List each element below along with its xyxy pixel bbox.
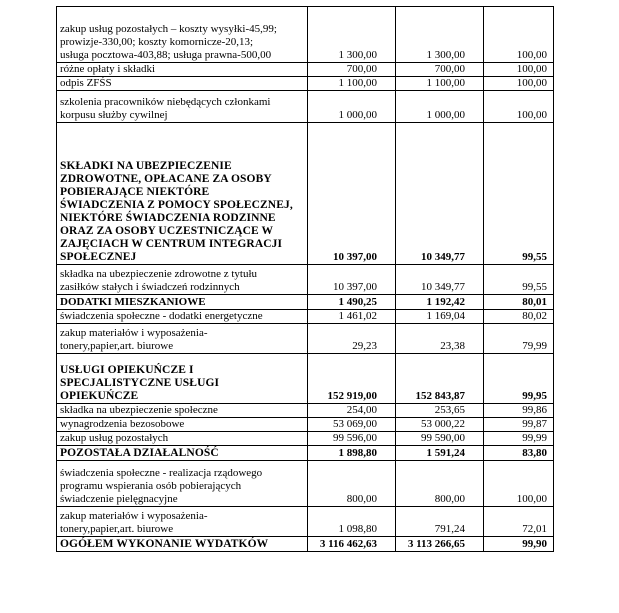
- row-label: odpis ZFŚS: [57, 77, 308, 91]
- row-label: wynagrodzenia bezosobowe: [57, 418, 308, 432]
- percent-value: 83,80: [484, 446, 554, 461]
- table-row: [57, 310, 554, 324]
- plan-value: 1 300,00: [308, 7, 396, 63]
- percent-value: 100,00: [484, 7, 554, 63]
- row-label: zakup usług pozostałych: [57, 432, 308, 446]
- execution-value: 791,24: [396, 507, 484, 537]
- table-row: [57, 324, 554, 354]
- row-label: OGÓŁEM WYKONANIE WYDATKÓW: [57, 537, 308, 552]
- plan-value: 1 000,00: [308, 91, 396, 123]
- percent-value: 79,99: [484, 324, 554, 354]
- row-label: składka na ubezpieczenie społeczne: [57, 404, 308, 418]
- row-label: świadczenia społeczne - realizacja rządowego programu wspierania osób pobierających świadczenie pielęgnacyjne: [57, 461, 308, 507]
- plan-value: 10 397,00: [308, 123, 396, 265]
- table-row: [57, 295, 554, 310]
- execution-value: 152 843,87: [396, 354, 484, 404]
- table-row: [57, 63, 554, 77]
- execution-value: 99 590,00: [396, 432, 484, 446]
- plan-value: 3 116 462,63: [308, 537, 396, 552]
- expenditure-table: [56, 6, 554, 552]
- row-label: zakup materiałów i wyposażenia- tonery,papier,art. biurowe: [57, 507, 308, 537]
- percent-value: 99,87: [484, 418, 554, 432]
- percent-value: 100,00: [484, 91, 554, 123]
- execution-value: 10 349,77: [396, 265, 484, 295]
- table-row: [57, 123, 554, 265]
- execution-value: 1 100,00: [396, 77, 484, 91]
- execution-value: 800,00: [396, 461, 484, 507]
- percent-value: 99,99: [484, 432, 554, 446]
- plan-value: 1 490,25: [308, 295, 396, 310]
- table-row: [57, 265, 554, 295]
- table-row: [57, 418, 554, 432]
- plan-value: 1 098,80: [308, 507, 396, 537]
- execution-value: 700,00: [396, 63, 484, 77]
- percent-value: 100,00: [484, 77, 554, 91]
- percent-value: 99,55: [484, 265, 554, 295]
- percent-value: 72,01: [484, 507, 554, 537]
- plan-value: 254,00: [308, 404, 396, 418]
- execution-value: 23,38: [396, 324, 484, 354]
- row-label: składka na ubezpieczenie zdrowotne z tytułu zasiłków stałych i świadczeń rodzinnych: [57, 265, 308, 295]
- execution-value: 3 113 266,65: [396, 537, 484, 552]
- percent-value: 99,55: [484, 123, 554, 265]
- plan-value: 152 919,00: [308, 354, 396, 404]
- table-row: [57, 404, 554, 418]
- percent-value: 80,01: [484, 295, 554, 310]
- plan-value: 700,00: [308, 63, 396, 77]
- row-label: szkolenia pracowników niebędących członkami korpusu służby cywilnej: [57, 91, 308, 123]
- execution-value: 253,65: [396, 404, 484, 418]
- percent-value: 100,00: [484, 461, 554, 507]
- row-label: różne opłaty i składki: [57, 63, 308, 77]
- row-label: USŁUGI OPIEKUŃCZE I SPECJALISTYCZNE USŁUGI OPIEKUŃCZE: [57, 354, 308, 404]
- table-row: [57, 7, 554, 63]
- table-row: [57, 507, 554, 537]
- execution-value: 10 349,77: [396, 123, 484, 265]
- table-row: [57, 354, 554, 404]
- plan-value: 1 100,00: [308, 77, 396, 91]
- table-row: [57, 432, 554, 446]
- row-label: zakup usług pozostałych – koszty wysyłki-45,99; prowizje-330,00; koszty komornicze-20,13; usługa pocztowa-403,88; usługa prawna-500,00: [57, 7, 308, 63]
- row-label: DODATKI MIESZKANIOWE: [57, 295, 308, 310]
- execution-value: 1 300,00: [396, 7, 484, 63]
- row-label: zakup materiałów i wyposażenia- tonery,papier,art. biurowe: [57, 324, 308, 354]
- row-label: świadczenia społeczne - dodatki energetyczne: [57, 310, 308, 324]
- plan-value: 29,23: [308, 324, 396, 354]
- plan-value: 1 461,02: [308, 310, 396, 324]
- execution-value: 1 000,00: [396, 91, 484, 123]
- table-row: [57, 446, 554, 461]
- row-label: POZOSTAŁA DZIAŁALNOŚĆ: [57, 446, 308, 461]
- table-row: [57, 537, 554, 552]
- percent-value: 99,86: [484, 404, 554, 418]
- execution-value: 1 169,04: [396, 310, 484, 324]
- execution-value: 1 192,42: [396, 295, 484, 310]
- percent-value: 80,02: [484, 310, 554, 324]
- percent-value: 100,00: [484, 63, 554, 77]
- plan-value: 99 596,00: [308, 432, 396, 446]
- expenditure-table-body: [57, 7, 554, 552]
- plan-value: 53 069,00: [308, 418, 396, 432]
- table-row: [57, 77, 554, 91]
- plan-value: 10 397,00: [308, 265, 396, 295]
- execution-value: 1 591,24: [396, 446, 484, 461]
- row-label: SKŁADKI NA UBEZPIECZENIE ZDROWOTNE, OPŁACANE ZA OSOBY POBIERAJĄCE NIEKTÓRE ŚWIADCZENIA Z POMOCY SPOŁECZNEJ, NIEKTÓRE ŚWIADCZENIA RODZINNE ORAZ ZA OSOBY UCZESTNICZĄCE W ZAJĘCIACH W CENTRUM INTEGRACJI SPOŁECZNEJ: [57, 123, 308, 265]
- plan-value: 1 898,80: [308, 446, 396, 461]
- plan-value: 800,00: [308, 461, 396, 507]
- percent-value: 99,90: [484, 537, 554, 552]
- table-row: [57, 461, 554, 507]
- table-row: [57, 91, 554, 123]
- execution-value: 53 000,22: [396, 418, 484, 432]
- percent-value: 99,95: [484, 354, 554, 404]
